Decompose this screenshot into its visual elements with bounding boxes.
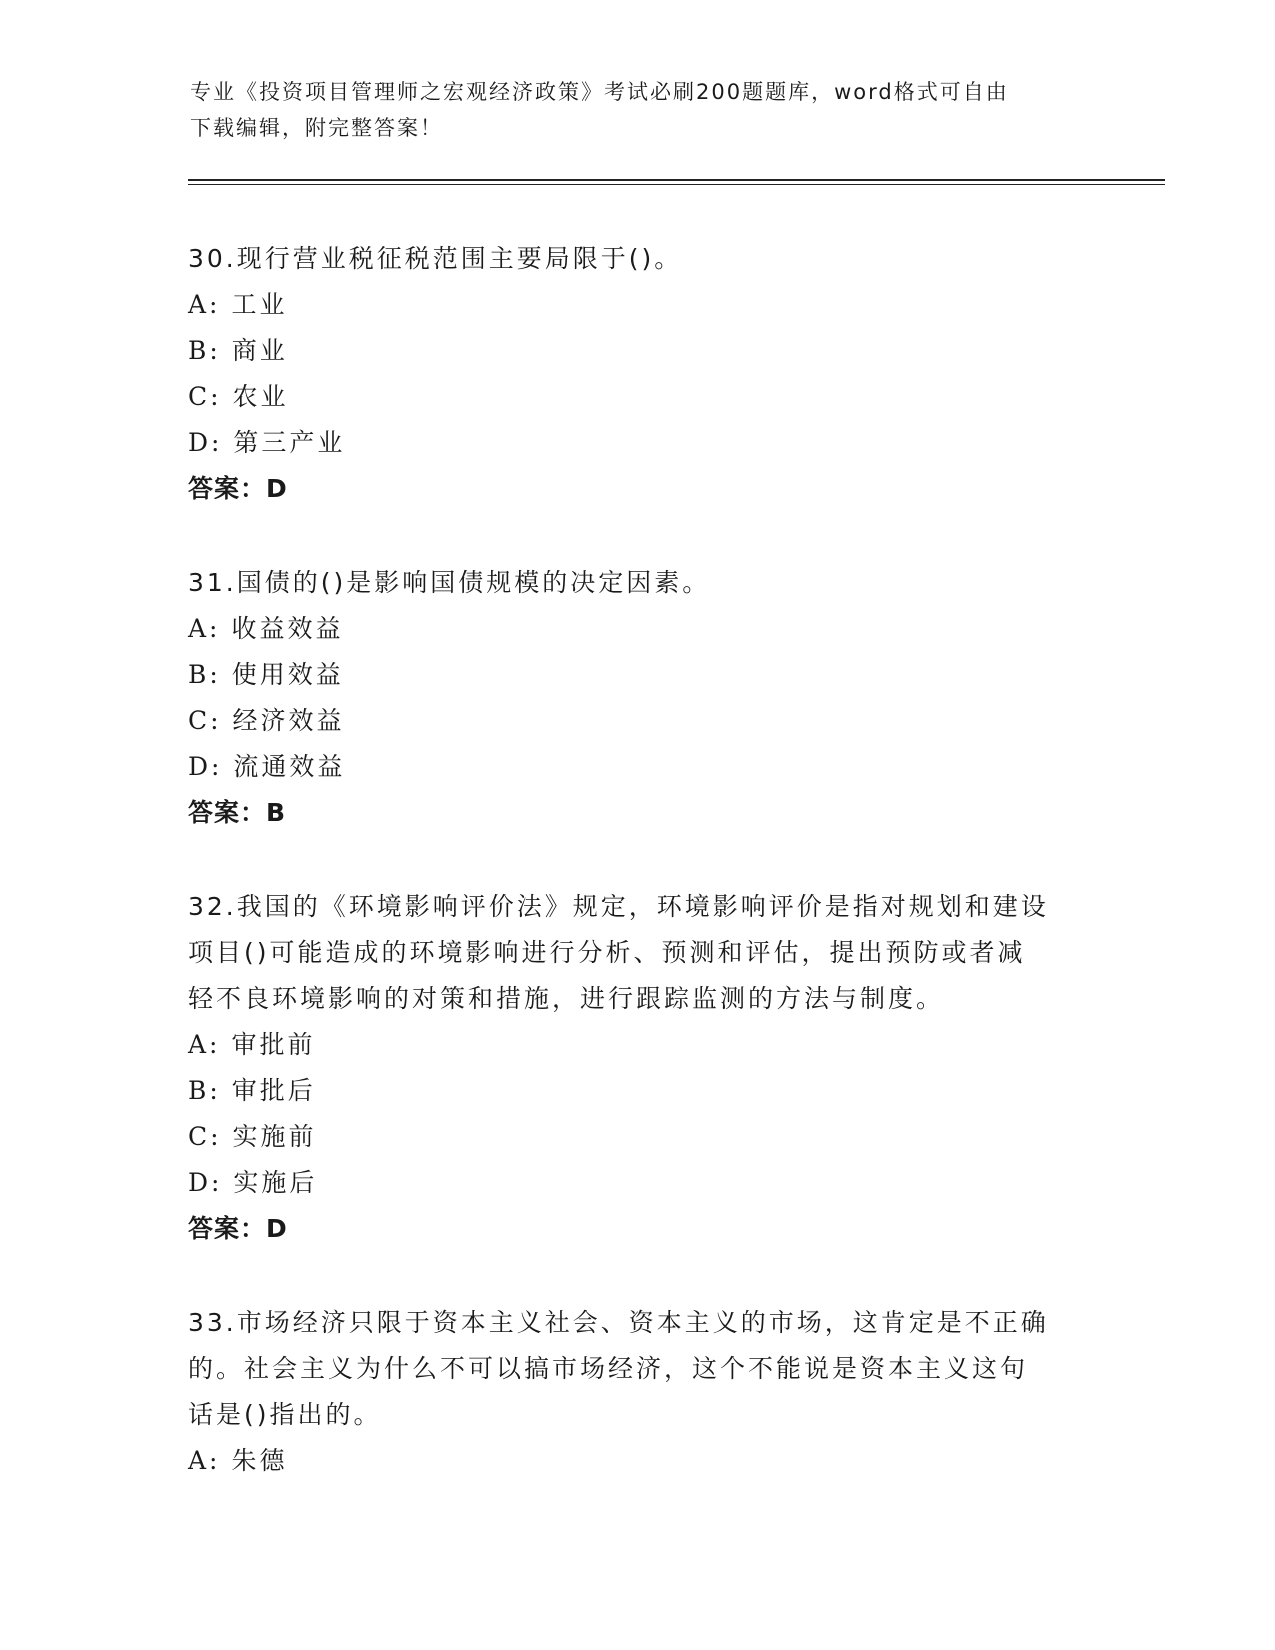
answer-label: 答案： [188, 798, 267, 827]
option-b [188, 328, 1088, 374]
question-list [188, 236, 1088, 1532]
option-label: C: [188, 1122, 222, 1151]
answer-line [188, 466, 1088, 512]
answer-value: D [266, 1214, 288, 1243]
option-text: 工业 [231, 290, 288, 319]
option-label: B: [188, 336, 221, 365]
option-text: 实施后 [233, 1168, 318, 1197]
question-stem-line: 话是()指出的。 [188, 1400, 382, 1429]
question-stem-line: 项目()可能造成的环境影响进行分析、预测和评估，提出预防或者减 [188, 938, 1026, 967]
option-d [188, 420, 1088, 466]
question-stem-line: 的。社会主义为什么不可以搞市场经济，这个不能说是资本主义这句 [188, 1354, 1029, 1383]
option-label: A: [188, 1446, 221, 1475]
option-text: 收益效益 [231, 614, 344, 643]
header-divider-thick [188, 179, 1165, 181]
option-text: 经济效益 [232, 706, 345, 735]
option-b [188, 1068, 1088, 1114]
option-c [188, 698, 1088, 744]
option-label: D: [188, 752, 223, 781]
option-d [188, 1160, 1088, 1206]
answer-value: D [266, 474, 288, 503]
option-text: 使用效益 [231, 660, 344, 689]
option-text: 实施前 [232, 1122, 317, 1151]
question-stem-line: 32.我国的《环境影响评价法》规定，环境影响评价是指对规划和建设 [188, 892, 1049, 921]
option-d [188, 744, 1088, 790]
question-stem: 31.国债的()是影响国债规模的决定因素。 [188, 568, 711, 597]
header-line-2: 下载编辑，附完整答案！ [190, 116, 443, 140]
option-text: 审批前 [231, 1030, 316, 1059]
option-a [188, 282, 1088, 328]
question-30 [188, 236, 1088, 512]
answer-label: 答案： [188, 1214, 267, 1243]
option-a [188, 1438, 1088, 1484]
option-b [188, 652, 1088, 698]
option-text: 审批后 [231, 1076, 316, 1105]
answer-label: 答案： [188, 474, 267, 503]
option-text: 朱德 [231, 1446, 288, 1475]
option-label: B: [188, 1076, 221, 1105]
document-header [190, 74, 1090, 146]
question-stem-line: 轻不良环境影响的对策和措施，进行跟踪监测的方法与制度。 [188, 984, 945, 1013]
question-31 [188, 560, 1088, 836]
option-label: A: [188, 290, 221, 319]
option-label: C: [188, 382, 222, 411]
option-text: 流通效益 [233, 752, 346, 781]
option-text: 农业 [232, 382, 289, 411]
option-label: A: [188, 614, 221, 643]
option-label: C: [188, 706, 222, 735]
header-line-1: 专业《投资项目管理师之宏观经济政策》考试必刷200题题库，word格式可自由 [190, 80, 1009, 104]
option-label: D: [188, 428, 223, 457]
option-a [188, 606, 1088, 652]
option-label: B: [188, 660, 221, 689]
option-c [188, 1114, 1088, 1160]
option-a [188, 1022, 1088, 1068]
answer-line [188, 1206, 1088, 1252]
option-c [188, 374, 1088, 420]
question-stem: 30.现行营业税征税范围主要局限于()。 [188, 244, 683, 273]
question-33 [188, 1300, 1088, 1484]
header-divider-thin [188, 184, 1165, 185]
option-text: 第三产业 [233, 428, 346, 457]
question-32 [188, 884, 1088, 1252]
answer-value: B [266, 798, 287, 827]
option-label: D: [188, 1168, 223, 1197]
option-text: 商业 [231, 336, 288, 365]
option-label: A: [188, 1030, 221, 1059]
answer-line [188, 790, 1088, 836]
question-stem-line: 33.市场经济只限于资本主义社会、资本主义的市场，这肯定是不正确 [188, 1308, 1049, 1337]
